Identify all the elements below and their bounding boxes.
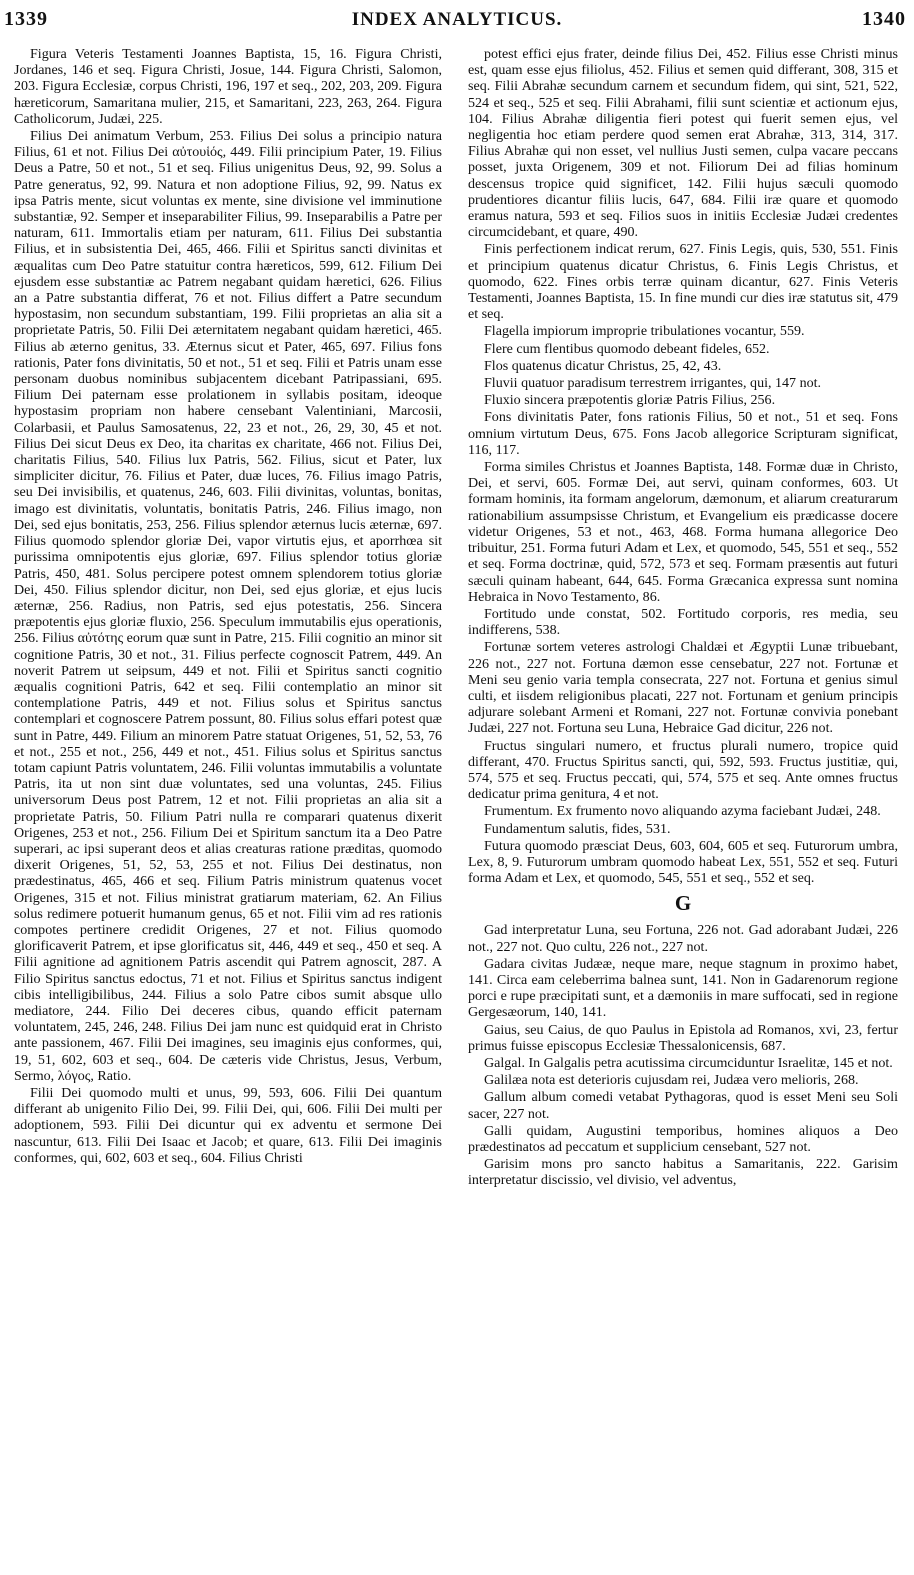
left-column [14,46,442,1167]
index-entry: Galilæa nota est deterioris cujusdam rei, Judæa vero melioris, 268. [484,1072,859,1089]
index-entry: Flos quatenus dicatur Christus, 25, 42, 43. [484,357,722,374]
index-entry: Forma similes Christus et Joannes Baptista, 148. Formæ duæ in Christo, Dei, et servi, 605. Formæ Dei, aut servi, quinam conformes, 603. Ut formam hominis, ita formam angelorum, dæmonum, et aliarum creaturarum rationabilium assumpsisse Christum, et Evangelium eis prædicasse docere videtur Origenes, 53 et not., 463, 468. Forma humana allegorice Deo tribuitur, 251. Forma futuri Adam et Lex, et quomodo, 545, 551 et seq., 552 et seq. Forma doctrinæ, quid, 572, 573 et seq. Formam præsentis aut futuri sæculi quinam habeant, 644, 645. Forma Græcanica expressa sunt nomina Hebraica in Novo Testamento, 86. [468,459,898,605]
index-entry: Flere cum flentibus quomodo debeant fideles, 652. [484,340,770,357]
page-number-right: 1340 [862,8,906,30]
page-number-left: 1339 [4,8,48,30]
index-entry: Fundamentum salutis, fides, 531. [484,820,671,837]
index-entry: Filii Dei quomodo multi et unus, 99, 593, 606. Filii Dei quantum differant ab unigenito Filio Dei, 99. Filii Dei, qui, 606. Filii Dei multi per adoptionem, 593. Filii Dei dicuntur qui ex adventu et sermone Dei nascuntur, 613. Filii Dei Isaac et Jacob; et quare, 613. Filii Dei imaginis conformes, qui, 602, 603 et seq., 604. Filius Christi [14,1085,442,1166]
index-entry: Fortunæ sortem veteres astrologi Chaldæi et Ægyptii Lunæ tribuebant, 226 not., 227 not. Fortuna dæmon esse censebatur, 227 not. Fortunæ et Meni seu genio varia templa consecrata, 227 not. Fortuna et genius simul culti, et iisdem religionibus placati, 227 not. Fortunam et genium principis adjurare solebant Armeni et Romani, 227 not. Fortunæ convivia ponebant Judæi, 227 not. Fortuna seu Luna, Hebraice Gad dicitur, 226 not. [468,639,898,737]
index-entry: Futura quomodo præsciat Deus, 603, 604, 605 et seq. Futurorum umbra, Lex, 8, 9. Futurorum umbram quomodo habeat Lex, 551, 552 et seq. Futuri forma Adam et Lex, et quomodo, 545, 551 et seq., 552 et seq. [468,837,898,887]
index-entry: Gadara civitas Judææ, neque mare, neque stagnum in proximo habet, 141. Circa eam celeberrima balnea sunt, 141. Non in Gadarenorum regione porci e rupe præcipitati sunt, et a dæmoniis in mare suffocati, sed in regione Gergesæorum, 140, 141. [468,955,898,1021]
index-entry: Garisim mons pro sancto habitus a Samaritanis, 222. Garisim interpretatur discissio, vel divisio, vel adventus, [468,1156,898,1189]
right-column [468,46,898,1190]
index-entry: potest effici ejus frater, deinde filius Dei, 452. Filius esse Christi minus est, quam esse ejus filiolus, 452. Filius et semen quid differant, 308, 315 et seq. Filii Abrahæ secundum carnem et secundum fidem, qui sint, 521, 522, 524 et seq., 525 et seq. Filii Abrahami, filii sunt scientiæ et actionum ejus, 104. Filius Abrahæ diligentia fieri potest qui fuerit semen ejus, vel negligentia hoc etiam perdere quod semen erat Abrahæ, 313, 314, 317. Filius Abrahæ qui non esset, vel nullius Justi semen, culpa vacare peccans posset, juxta Origenem, 309 et not. Filiorum Dei ad filias hominum descensus tropice quid significet, 142. Filii hujus sæculi quomodo prudentiores dicantur filiis lucis, 647, 684. Filii iræ quare et quomodo eramus natura, 593 et seq. Filios suos in initiis Ecclesiæ Judæi credentes circumcidebant, et quare, 490. [468,46,898,241]
index-entry: Gad interpretatur Luna, seu Fortuna, 226 not. Gad adorabant Judæi, 226 not., 227 not. Quo cultu, 226 not., 227 not. [468,922,898,955]
index-entry: Flagella impiorum improprie tribulationes vocantur, 559. [484,323,805,340]
index-entry: Gallum album comedi vetabat Pythagoras, quod is esset Meni seu Soli sacer, 227 not. [468,1089,898,1122]
index-entry: Fructus singulari numero, et fructus plurali numero, tropice quid differant, 470. Fructus Spiritus sancti, qui, 592, 593. Fructus justitiæ, qui, 574, 575 et seq. Fructus peccati, qui, 574, 575 et seq. Ante omnes fructus dedicatur prima genitura, 4 et not. [468,737,898,803]
running-title: INDEX ANALYTICUS. [351,9,563,30]
index-entry: Frumentum. Ex frumento novo aliquando azyma faciebant Judæi, 248. [484,803,881,820]
index-entry: Fluvii quatuor paradisum terrestrem irrigantes, qui, 147 not. [484,375,822,392]
page-header [0,8,914,34]
index-entry: Galgal. In Galgalis petra acutissima circumciduntur Israelitæ, 145 et not. [484,1054,893,1071]
index-entry: Gaius, seu Caius, de quo Paulus in Epistola ad Romanos, xvi, 23, fertur primus fuisse episcopus Ecclesiæ Thessalonicensis, 687. [468,1021,898,1054]
section-letter: G [674,891,692,916]
index-entry: Fortitudo unde constat, 502. Fortitudo corporis, res media, seu indifferens, 538. [468,605,898,639]
index-entry: Galli quidam, Augustini temporibus, homines aliquos a Deo prædestinatos ad peccatum et supplicium censebant, 527 not. [468,1122,898,1155]
index-entry: Fluxio sincera præpotentis gloriæ Patris Filius, 256. [484,392,776,409]
index-entry: Figura Veteris Testamenti Joannes Baptista, 15, 16. Figura Christi, Jordanes, 146 et seq. Figura Christi, Josue, 144. Figura Christi, Salomon, 203. Figura Ecclesiæ, corpus Christi, 196, 197 et seq., 202, 203, 209. Figura hæreticorum, Samaritana mulier, 215, et Samaritani, 223, 263, 264. Figura Catholicorum, Judæi, 225. [14,46,442,127]
index-entry: Fons divinitatis Pater, fons rationis Filius, 50 et not., 51 et seq. Fons omnium virtutum Deus, 675. Fons Jacob allegorice Scripturam significat, 116, 117. [468,409,898,458]
index-entry: Filius Dei animatum Verbum, 253. Filius Dei solus a principio natura Filius, 61 et not. Filius Dei αὐτουἱός, 449. Filii principium Pater, 19. Filius Deus a Patre, 50 et not., 51 et seq. Filius unigenitus Deus, 92, 99. Solus a Patre generatus, 92, 99. Natura et non adoptione Filius, 92, 99. Natus ex ipsa Patris mente, sicut voluntas ex mente, sine divisione vel imminutione substantiæ, 92. Semper et inseparabiliter Filius, 99. Inseparabilis a Patre per naturam, 611. Immortalis etiam per naturam, 611. Filius Dei substantia Filius, et in subsistentia Dei, 465, 466. Filii et Spiritus sancti divinitas et æqualitas cum Deo Patre statuitur contra hæreticos, 599, 612. Filium Dei ejusdem esse substantiæ ac Patrem negabant quidam hæretici, 626. Filius an a Patre substantia differat, 76 et not. Filius differt a Patre secundum hypostasim, non secundum substantiam, 199. Filii proprietas an alia sit a proprietate Patris, 50. Filii Dei æternitatem negabant quidam hæretici, 465. Filius ab æterno genitus, 33. Æternus sicut et Pater, 465, 697. Filius fons rationis, Pater fons divinitatis, 50 et not., 51 et seq. Filii et Patris unam esse personam duobus nominibus subjacentem dicebant Patripassiani, 695. Filium Dei paternam esse prolationem in syllabis positam, ideoque hypostasim propriam non habere censebant Valentiniani, Marcosii, Colarbasii, et Paulus Samosatenus, 22, 23 et not., 26, 29, 30, 45 et not. Filius Dei sicut Deus ex Deo, ita charitas ex charitate, 466 not. Filius Dei, charitatis Filius, 540. Filius lux Patris, 562. Filius, sicut et Pater, lux simpliciter dicitur, 76. Filius et Pater, duæ luces, 76. Filius imago Patris, seu Dei invisibilis, et quatenus, 246, 603. Filii divinitas, voluntas, bonitas, imago est divinitatis, voluntatis, bonitatis Patris, 246. Filius imago, non Dei, sed ejus bonitatis, 253, 256. Filius splendor æternus lucis æternæ, 697. Filius quomodo splendor gloriæ Dei, vapor virtutis ejus, et aporrhœa sit purissima omnipotentis ejus gloriæ, 697. Filius splendor totius gloriæ Patris, 450, 481. Solus percipere potest omnem splendorem totius gloriæ Dei, 450. Filius splendor dicitur, non Dei, sed ejus gloriæ, et ejus lucis æternæ, 256. Radius, non Patris, sed ejus potestatis, 256. Sincera præpotentis ejus gloriæ fluxio, 256. Speculum immutabilis ejus operationis, 256. Filius αὐτότης eorum quæ sunt in Patre, 215. Filii cognitio an minor sit cognitione Patris, 30 et not., 31. Filius perfecte cognoscit Patrem, 449. An noverit Patrem ut seipsum, 449 et not. Filii et Spiritus sancti cognitio æqualis cognitioni Patris, 642 et seq. Filii contemplatio an minor sit contemplatione Patris, 449 et not. Filius solus et Spiritus sanctus contemplari et cognoscere Patrem possunt, 80. Filius solus effari potest quæ sunt in Patre, 449. Filium an minorem Patre statuat Origenes, 51, 52, 53, 76 et not., 255 et not., 256, 449 et not., 451. Filius solus et Spiritus sanctus totam capiunt Patris voluntatem, 246. Filii voluntas immutabilis a voluntate Patris, ita ut non sint duæ voluntates, sed una voluntas, 245. Filius universorum Deus post Patrem, 12 et not. Filii proprietas an alia sit a proprietate Patris, 50. Filium Patri nulla re comparari quatenus dixerit Origenes, 253 et not., 256. Filium Dei et Spiritum sanctum ita a Deo Patre superari, ac ipsi superant deos et alias creaturas ratione præditas, quomodo dixerit Origenes, 51, 52, 53, 255 et not. Filius Dei destinatus, non prædestinatus, 465, 466 et seq. Filium Patris ministrum quatenus vocet Origenes, 315 et not. Filius ministrat gratiarum materiam, 62. An Filius solus redimere potuerit humanum genus, 65 et not. Filii vim ad res rationis compotes pertinere credidit Origenes, 27 et not. Filius quomodo glorificaverit Patrem, et ipse glorificatus sit, 446, 449 et seq., 450 et seq. A Filii agnitione ad agnitionem Patris ascendit qui Patrem agnoscit, 287. A Filio Spiritus sanctus edoctus, 71 et not. Filius et Spiritus sanctus indigent cibis intelligibilibus, 244. Filius a solo Patre cibos sumit absque ullo mediatore, 244. Filio Dei deceres cibus, quando efficit paternam voluntatem, 245, 246, 248. Filius Dei jam nunc est quidquid erat in Christo ante passionem, 467. Filii Dei imagines, seu imaginis ejus conformes, qui, 19, 51, 602, 603 et seq., 604. De cæteris vide Christus, Jesus, Verbum, Sermo, λόγος, Ratio. [14,128,442,1084]
index-entry: Finis perfectionem indicat rerum, 627. Finis Legis, quis, 530, 551. Finis et principium quatenus dicatur Christus, 6. Finis Legis Christus, et quomodo, 622. Fines orbis terræ quinam dicantur, 627. Finis Veteris Testamenti, Joannes Baptista, 15. In fine mundi cur dies iræ statutus sit, 479 et seq. [468,241,898,323]
